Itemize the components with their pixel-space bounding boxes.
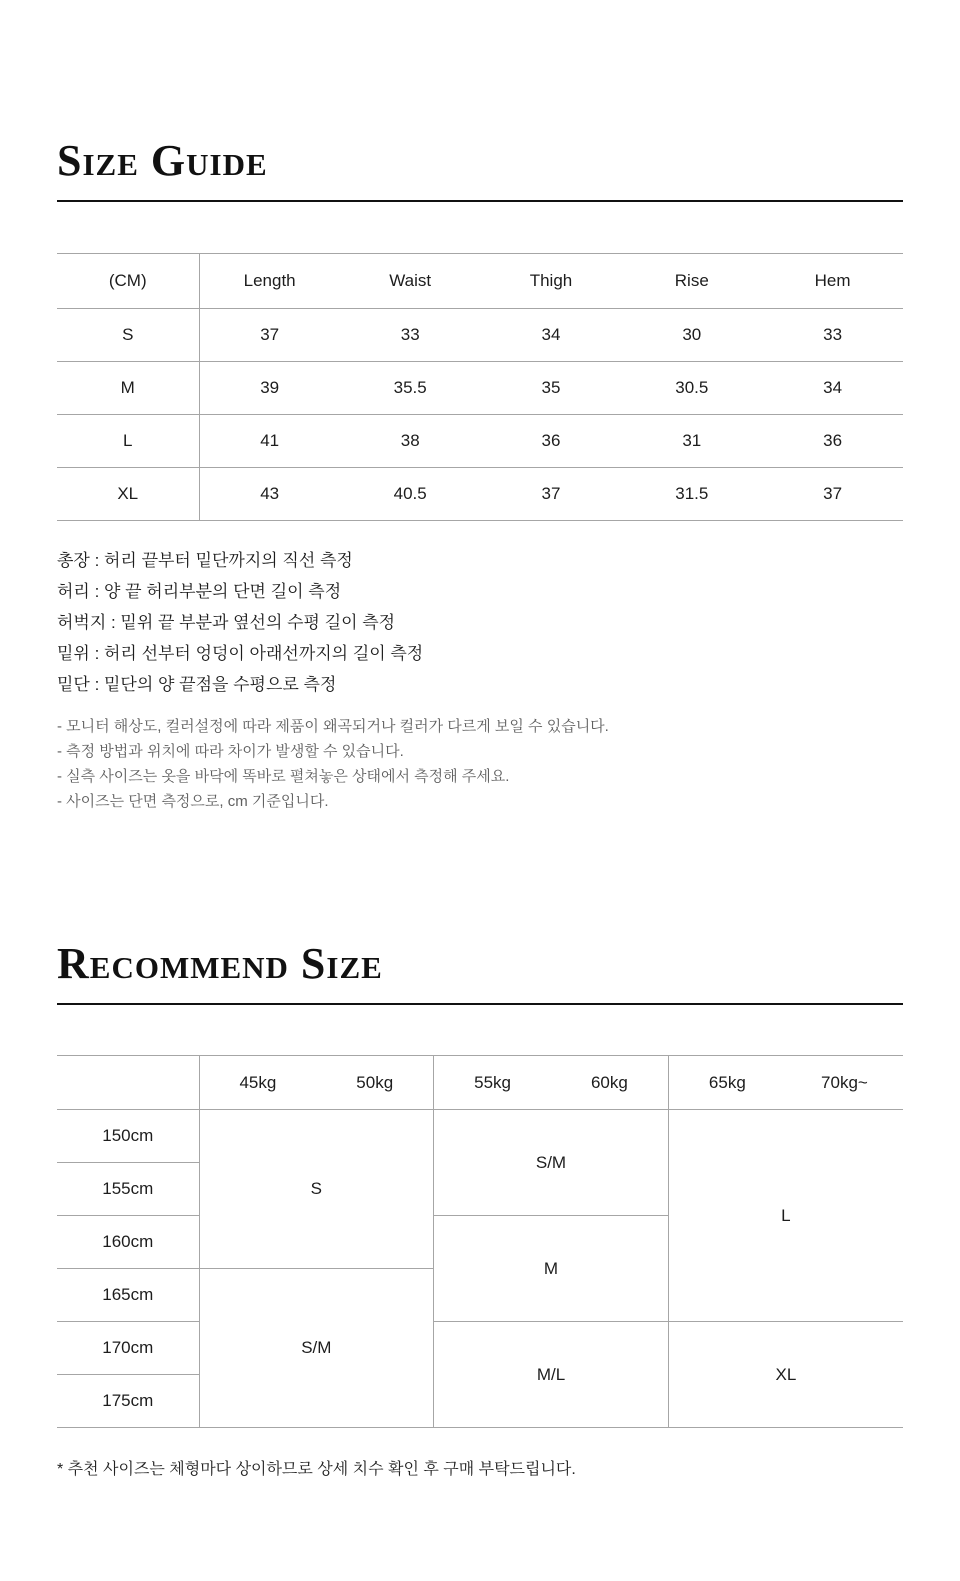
measurement-cell: 40.5 <box>340 468 481 521</box>
weight-label: 45kg <box>239 1072 277 1092</box>
weight-header-65-70 <box>668 1056 903 1110</box>
weight-label: 70kg~ <box>821 1072 868 1092</box>
definition-line: 허리 : 양 끝 허리부분의 단면 길이 측정 <box>57 582 342 601</box>
height-label-cell: 175cm <box>57 1375 199 1428</box>
height-label-cell: 165cm <box>57 1269 199 1322</box>
table-row-xl <box>57 468 903 521</box>
measurement-cell: 30 <box>621 309 762 362</box>
recommend-zone-s: S <box>199 1110 434 1269</box>
definition-line: 밑단 : 밑단의 양 끝점을 수평으로 측정 <box>57 675 337 694</box>
table-row-m <box>57 362 903 415</box>
size-table-header-row <box>57 254 903 309</box>
measurement-cell: 31 <box>621 415 762 468</box>
measurement-cell: 36 <box>762 415 903 468</box>
weight-header-45-50 <box>199 1056 434 1110</box>
column-header-rise: Rise <box>621 254 762 309</box>
table-row-s <box>57 309 903 362</box>
recommend-zone-xl: XL <box>668 1322 903 1428</box>
height-label-cell: 150cm <box>57 1110 199 1163</box>
measurement-cell: 33 <box>340 309 481 362</box>
recommend-size-section <box>57 939 903 1482</box>
column-header-hem: Hem <box>762 254 903 309</box>
weight-label: 55kg <box>474 1072 511 1092</box>
measurement-cell: 43 <box>199 468 340 521</box>
size-label-cell: L <box>57 415 199 468</box>
measurement-cell: 34 <box>762 362 903 415</box>
note-line: - 모니터 해상도, 컬러설정에 따라 제품이 왜곡되거나 컬러가 다르게 보일 수 있습니다. <box>57 718 609 735</box>
weight-label: 65kg <box>708 1072 746 1092</box>
height-label-cell: 155cm <box>57 1163 199 1216</box>
definition-line: 총장 : 허리 끝부터 밑단까지의 직선 측정 <box>57 551 353 570</box>
recommend-zone-ml: M/L <box>434 1322 669 1428</box>
weight-header-55-60 <box>434 1056 669 1110</box>
measurement-cell: 34 <box>481 309 622 362</box>
table-row-l <box>57 415 903 468</box>
measurement-cell: 37 <box>199 309 340 362</box>
size-label-cell: XL <box>57 468 199 521</box>
unit-header-cell: (CM) <box>57 254 199 309</box>
recommend-zone-sm-tall: S/M <box>199 1269 434 1428</box>
weight-label: 60kg <box>590 1072 628 1092</box>
note-line: - 측정 방법과 위치에 따라 차이가 발생할 수 있습니다. <box>57 743 404 760</box>
weight-label: 50kg <box>356 1072 394 1092</box>
measurement-cell: 35 <box>481 362 622 415</box>
measurement-cell: 38 <box>340 415 481 468</box>
measurement-cell: 39 <box>199 362 340 415</box>
column-header-length: Length <box>199 254 340 309</box>
recommend-zone-sm: S/M <box>434 1110 669 1216</box>
recommend-size-divider <box>57 1003 903 1005</box>
column-header-waist: Waist <box>340 254 481 309</box>
note-line: - 실측 사이즈는 옷을 바닥에 똑바로 펼쳐놓은 상태에서 측정해 주세요. <box>57 768 510 785</box>
measurement-cell: 30.5 <box>621 362 762 415</box>
size-table <box>57 253 903 521</box>
recommend-footnote: * 추천 사이즈는 체형마다 상이하므로 상세 치수 확인 후 구매 부탁드립니다. <box>57 1461 576 1478</box>
measurement-cell: 41 <box>199 415 340 468</box>
measurement-cell: 37 <box>481 468 622 521</box>
empty-corner-cell <box>57 1056 199 1110</box>
recommend-size-title: Recommend Size <box>57 939 383 988</box>
size-guide-title: Size Guide <box>57 136 268 185</box>
recommend-zone-m: M <box>434 1216 669 1322</box>
size-guide-divider <box>57 200 903 202</box>
definition-line: 허벅지 : 밑위 끝 부분과 옆선의 수평 길이 측정 <box>57 613 396 632</box>
height-label-cell: 170cm <box>57 1322 199 1375</box>
measurement-cell: 33 <box>762 309 903 362</box>
note-line: - 사이즈는 단면 측정으로, cm 기준입니다. <box>57 793 329 810</box>
measurement-cell: 37 <box>762 468 903 521</box>
measurement-cell: 35.5 <box>340 362 481 415</box>
recommend-zone-l: L <box>668 1110 903 1322</box>
size-label-cell: S <box>57 309 199 362</box>
measurement-cell: 31.5 <box>621 468 762 521</box>
size-label-cell: M <box>57 362 199 415</box>
height-row-170 <box>57 1322 903 1375</box>
recommend-header-row <box>57 1056 903 1110</box>
definition-line: 밑위 : 허리 선부터 엉덩이 아래선까지의 길이 측정 <box>57 644 424 663</box>
measurement-cell: 36 <box>481 415 622 468</box>
recommend-table <box>57 1055 903 1428</box>
measurement-definitions <box>57 545 903 700</box>
height-row-150 <box>57 1110 903 1163</box>
column-header-thigh: Thigh <box>481 254 622 309</box>
measurement-notes <box>57 714 903 814</box>
height-label-cell: 160cm <box>57 1216 199 1269</box>
